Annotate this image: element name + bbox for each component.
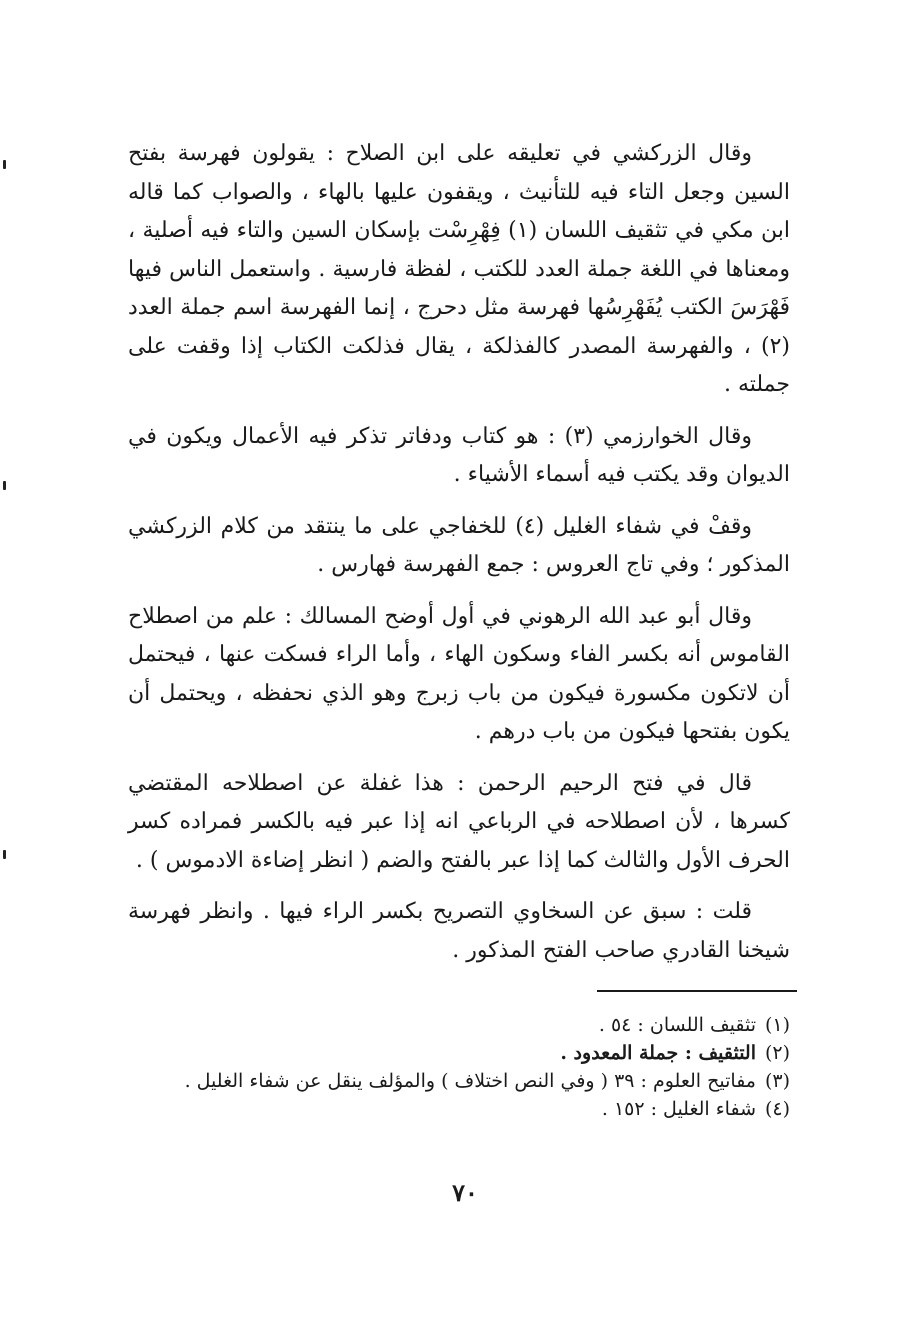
footnote (128, 1011, 790, 1039)
footnote-text: تثقيف اللسان : ٥٤ . (598, 1014, 756, 1036)
footnote-number: (١) (764, 1014, 790, 1036)
footnote-number: (٣) (764, 1070, 790, 1092)
footnote (128, 1039, 790, 1067)
footnote (128, 1067, 790, 1095)
main-text (128, 135, 790, 983)
paragraph: قلت : سبق عن السخاوي التصريح بكسر الراء فيها . وانظر فهرسة شيخنا القادري صاحب الفتح المذكور . (128, 899, 790, 963)
scan-edge-mark (3, 850, 6, 859)
footnote-separator (597, 990, 797, 992)
footnote (128, 1095, 790, 1123)
footnote-text: شفاء الغليل : ١٥٢ . (601, 1098, 756, 1120)
footnote-text: مفاتيح العلوم : ٣٩ ( وفي النص اختلاف ) والمؤلف ينقل عن شفاء الغليل . (184, 1070, 756, 1092)
scan-edge-mark (3, 481, 6, 490)
footnotes (128, 1011, 790, 1123)
paragraph: وقفْ في شفاء الغليل (٤) للخفاجي على ما ينتقد من كلام الزركشي المذكور ؛ وفي تاج العروس : جمع الفهرسة فهارس . (128, 513, 790, 577)
paragraph: وقال الخوارزمي (٣) : هو كتاب ودفاتر تذكر فيه الأعمال ويكون في الديوان وقد يكتب فيه أسماء الأشياء . (128, 423, 790, 487)
page-number: ٧٠ (452, 1178, 478, 1207)
footnote-number: (٢) (764, 1042, 790, 1064)
scan-edge-mark (3, 160, 6, 169)
paragraph: وقال أبو عبد الله الرهوني في أول أوضح المسالك : علم من اصطلاح القاموس أنه بكسر الفاء وسكون الهاء ، وأما الراء فسكت عنها ، فيحتمل أن لاتكون مكسورة فيكون من باب زبرج وهو الذي نحفظه ، ويحتمل أن يكون بفتحها فيكون من باب درهم . (128, 603, 790, 744)
paragraph: قال في فتح الرحيم الرحمن : هذا غفلة عن اصطلاحه المقتضي كسرها ، لأن اصطلاحه في الرباعي انه إذا عبر فيه بالكسر فمراده كسر الحرف الأول والثالث كما إذا عبر بالفتح والضم ( انظر إضاءة الادموس ) . (128, 770, 790, 873)
footnote-text: التثقيف : جملة المعدود . (560, 1042, 756, 1064)
footnote-number: (٤) (764, 1098, 790, 1120)
paragraph: وقال الزركشي في تعليقه على ابن الصلاح : يقولون فهرسة بفتح السين وجعل التاء فيه للتأنيث ، ويقفون عليها بالهاء ، والصواب كما قاله ابن مكي في تثقيف اللسان (١) فِهْرِسْت بإسكان السين والتاء فيه أصلية ، ومعناها في اللغة جملة العدد للكتب ، لفظة فارسية . واستعمل الناس فيها فَهْرَسَ الكتب يُفَهْرِسُها فهرسة مثل دحرج ، إنما الفهرسة اسم جملة العدد (٢) ، والفهرسة المصدر كالفذلكة ، يقال فذلكت الكتاب إذا وقفت على جملته . (128, 141, 790, 397)
